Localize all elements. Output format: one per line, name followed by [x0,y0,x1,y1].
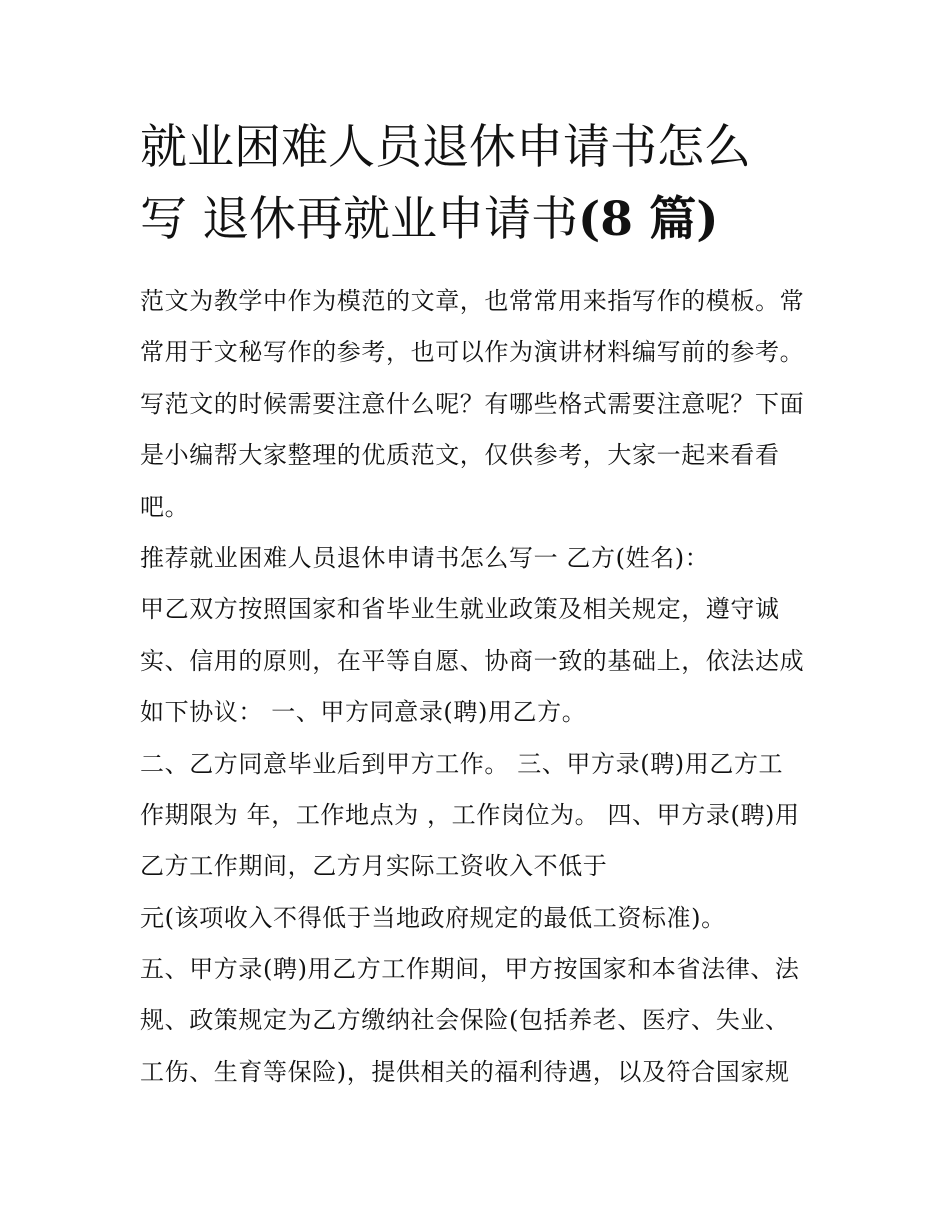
paragraph-line: 五、甲方录(聘)用乙方工作期间，甲方按国家和本省法律、法 [140,955,800,984]
title-line [140,184,830,256]
paragraph-line: 元(该项收入不得低于当地政府规定的最低工资标准)。 [140,903,726,932]
paragraph-line: 如下协议： 一、甲方同意录(聘)用乙方。 [140,698,587,727]
paragraph-line: 吧。 [140,492,190,521]
paragraph-line: 实、信用的原则，在平等自愿、协商一致的基础上，依法达成 [140,646,805,675]
document-body [140,276,830,1098]
title-line: 就业困难人员退休申请书怎么 [140,120,751,175]
document-title [140,112,830,256]
title-line-count: (8 篇) [577,192,719,247]
paragraph-line: 范文为教学中作为模范的文章，也常常用来指写作的模板。常 [140,287,805,315]
paragraph-line: 是小编帮大家整理的优质范文，仅供参考，大家一起来看看 [140,441,780,470]
paragraph-line: 作期限为 年，工作地点为 ，工作岗位为。 四、甲方录(聘)用 [140,800,800,829]
paragraph-line: 写范文的时候需要注意什么呢？有哪些格式需要注意呢？下面 [140,389,805,418]
paragraph-line: 工伤、生育等保险)，提供相关的福利待遇，以及符合国家规 [140,1057,790,1086]
paragraph-line: 二、乙方同意毕业后到甲方工作。 三、甲方录(聘)用乙方工 [140,749,784,778]
paragraph-line: 常用于文秘写作的参考，也可以作为演讲材料编写前的参考。 [140,338,805,367]
paragraph-line: 甲乙双方按照国家和省毕业生就业政策及相关规定，遵守诚 [140,595,780,624]
paragraph-line: 规、政策规定为乙方缴纳社会保险(包括养老、医疗、失业、 [140,1006,790,1035]
paragraph-line: 推荐就业困难人员退休申请书怎么写一 乙方(姓名)： [140,543,710,572]
paragraph-line: 乙方工作期间，乙方月实际工资收入不低于 [140,852,608,881]
title-line-text: 写 退休再就业申请书 [140,192,578,247]
